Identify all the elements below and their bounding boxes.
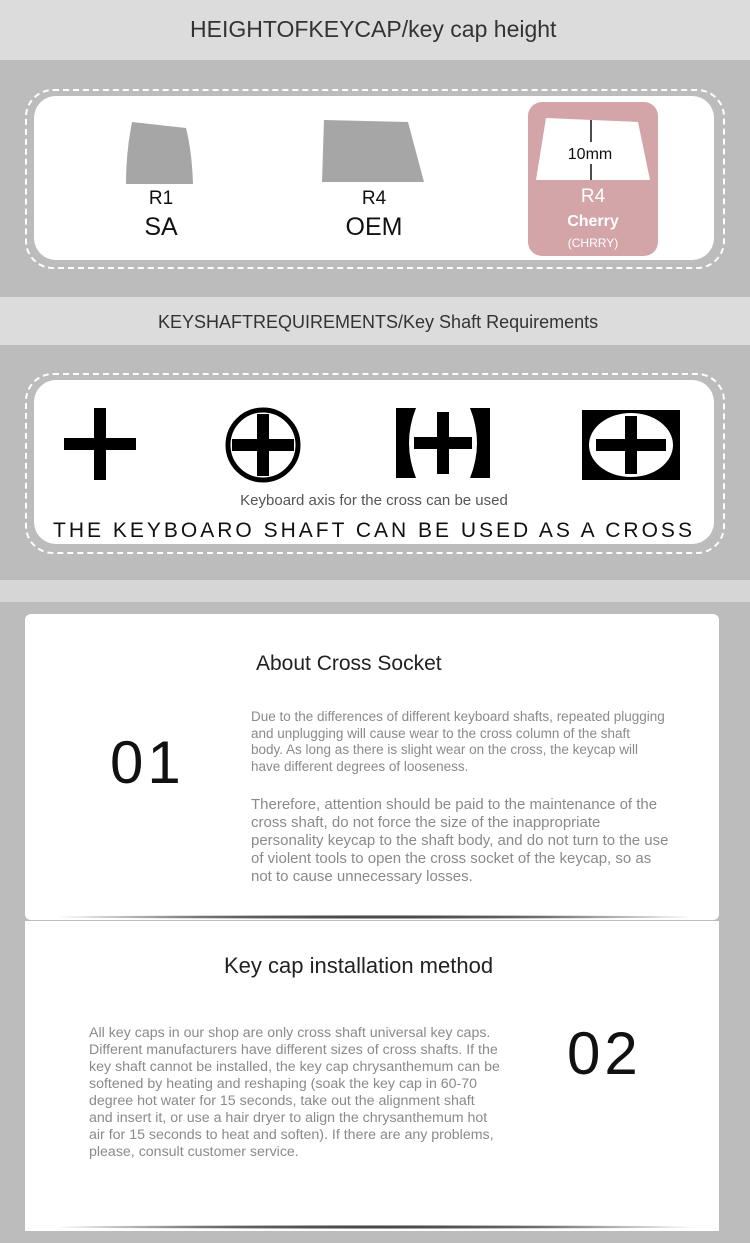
height-title-band — [0, 0, 750, 60]
oem-profile-label: OEM — [345, 213, 403, 241]
height-section-title: HEIGHTOFKEYCAP/key cap height — [190, 16, 557, 42]
cross-socket-paragraph-1: Due to the differences of different keyboard shafts, repeated plugging and unplugging will cause wear to the cross column of the shaft body. As long as there is slight wear on the cross, the keycap will have different degrees of looseness. — [251, 709, 665, 774]
installation-paragraph: All key caps in our shop are only cross shaft universal key caps. Different manufacturers have different sizes of cross shafts. If the key shaft cannot be installed, the key cap chrysanthemum can be softened by heating and reshaping (soak the key cap in 60-70 degree hot water for 15 seconds, take out the alignment shaft and insert it, or use a hair dryer to align the chrysanthemum hot air for 15 seconds to heat and soften). If there are any problems, please, consult customer service. — [89, 1025, 500, 1160]
shaft-panel — [34, 380, 714, 544]
oem-keycap-shape — [322, 120, 426, 184]
section-number-01: 01 — [110, 729, 185, 796]
bracket-cross-icon — [396, 408, 490, 478]
height-panel — [34, 96, 714, 260]
shaft-headline: THE KEYBOARO SHAFT CAN BE USED AS A CROSS — [53, 519, 695, 542]
boxed-cross-icon — [582, 410, 680, 480]
cross-socket-card — [25, 614, 719, 920]
cherry-keycap-card — [528, 102, 658, 256]
bottom-divider-shadow — [60, 1225, 690, 1229]
cherry-height-measure: 10mm — [567, 146, 613, 163]
divider-band — [0, 580, 750, 602]
cherry-row-label: R4 — [580, 186, 606, 207]
circled-cross-icon — [224, 406, 302, 484]
installation-card — [25, 921, 719, 1231]
shaft-title-band — [0, 297, 750, 345]
cross-socket-title: About Cross Socket — [256, 652, 442, 675]
shaft-caption: Keyboard axis for the cross can be used — [240, 492, 508, 509]
cross-socket-paragraph-2: Therefore, attention should be paid to the maintenance of the cross shaft, do not force the size of the inappropriate personality keycap to the shaft body, and do not turn to the use of violent tools to open the cross socket of the keycap, so as not to cause unnecessary losses. — [251, 796, 669, 885]
installation-title: Key cap installation method — [224, 953, 494, 978]
cherry-profile-label: Cherry — [567, 213, 619, 230]
shaft-section-title: KEYSHAFTREQUIREMENTS/Key Shaft Requirements — [158, 312, 599, 332]
sa-profile-label: SA — [144, 213, 178, 241]
sa-keycap-shape — [126, 122, 196, 184]
oem-row-label: R4 — [361, 188, 387, 209]
section-divider-shadow — [60, 915, 690, 919]
sa-row-label: R1 — [148, 188, 174, 209]
cherry-note-label: (CHRRY) — [567, 236, 619, 250]
section-number-02: 02 — [567, 1020, 642, 1087]
plain-cross-icon — [64, 408, 136, 480]
